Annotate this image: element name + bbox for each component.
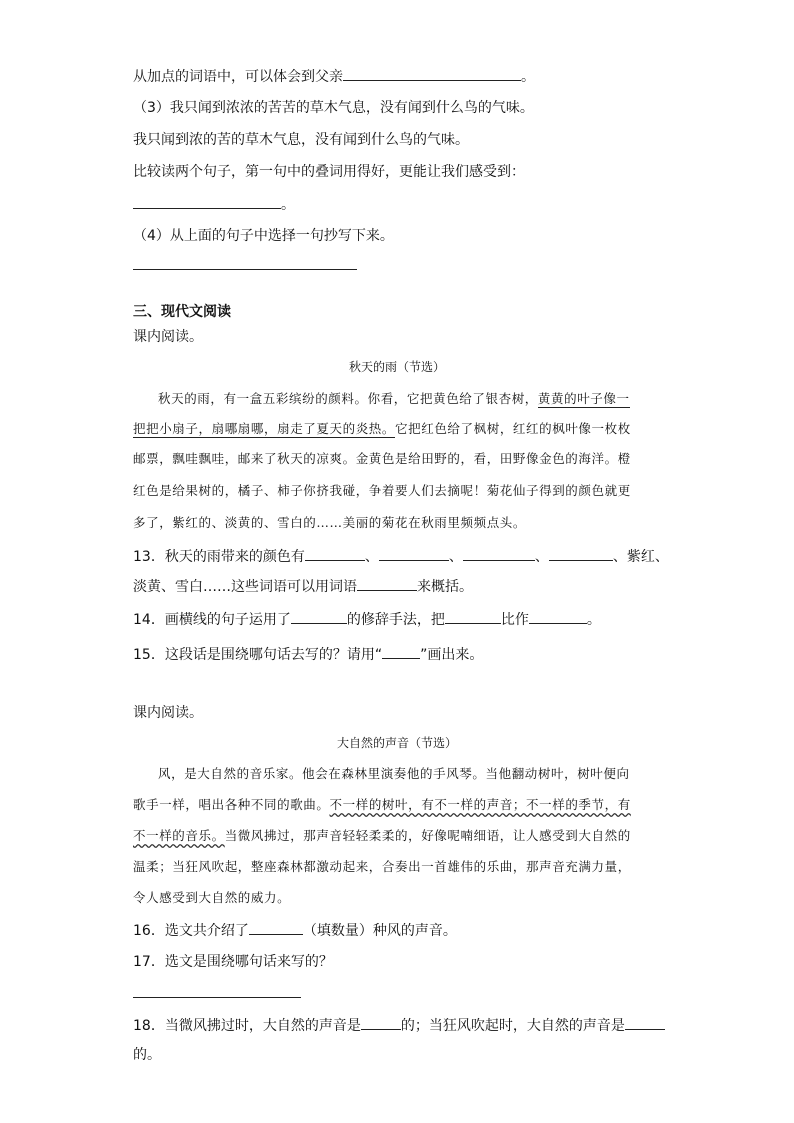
answer-blank[interactable] (291, 609, 347, 624)
q18-line1: 18．当微风拂过时，大自然的声音是 的；当狂风吹起时，大自然的声音是 (133, 1015, 665, 1036)
q12-3-label: （3）我只闻到浓浓的苦苦的草木气息，没有闻到什么鸟的气味。 (133, 100, 534, 116)
q12-4-label: （4）从上面的句子中选择一句抄写下来。 (133, 228, 394, 244)
underline-sample (382, 646, 420, 659)
reading2-title: 大自然的声音（节选） (336, 736, 457, 750)
reading2-line: 风，是大自然的音乐家。他会在森林里演奏他的手风琴。当他翻动树叶，树叶便向 (158, 766, 630, 781)
wavy-underlined-sentence: 不一样的树叶，有不一样的声音；不一样的季节，有 (329, 797, 631, 812)
answer-blank[interactable] (549, 546, 613, 561)
reading1-title: 秋天的雨（节选） (348, 360, 445, 374)
answer-blank[interactable] (343, 66, 521, 81)
wavy-underlined-sentence: 不一样的音乐。 (133, 828, 225, 843)
underlined-sentence: 黄黄的叶子像一 (537, 391, 630, 406)
q15-line: 15．这段话是围绕哪句话去写的？请用“ ”画出来。 (133, 647, 484, 663)
q14-line: 14．画横线的句子运用了 的修辞手法，把 比作 。 (133, 609, 601, 630)
q17-line: 17．选文是围绕哪句话来写的？ (133, 954, 333, 970)
answer-blank[interactable] (463, 546, 535, 561)
reading2-intro: 课内阅读。 (133, 705, 203, 721)
reading1-line: 把把小扇子，扇哪扇哪，扇走了夏天的炎热。它把红色给了枫树，红红的枫叶像一枚枚 (133, 421, 631, 436)
q12-3-compare: 比较读两个句子，第一句中的叠词用得好，更能让我们感受到： (133, 164, 525, 180)
q12-3-sentence2: 我只闻到浓的苦的草木气息，没有闻到什么鸟的气味。 (133, 132, 469, 148)
q16-line: 16．选文共介绍了 （填数量）种风的声音。 (133, 920, 457, 941)
q13-line1: 13．秋天的雨带来的颜色有 、 、 、 、紫红、 (133, 546, 669, 567)
answer-blank[interactable] (133, 194, 281, 209)
q13-line2: 淡黄、雪白……这些词语可以用词语 来概括。 (133, 576, 473, 597)
answer-blank[interactable] (305, 546, 365, 561)
answer-blank[interactable] (361, 1015, 401, 1030)
answer-blank[interactable] (625, 1015, 665, 1030)
reading1-line: 邮票，飘哇飘哇，邮来了秋天的凉爽。金黄色是给田野的，看，田野像金色的海洋。橙 (133, 451, 631, 466)
answer-blank[interactable] (357, 576, 417, 591)
reading1-line: 多了，紫红的、淡黄的、雪白的……美丽的菊花在秋雨里频频点头。 (133, 515, 527, 530)
answer-blank[interactable] (379, 546, 449, 561)
reading1-intro: 课内阅读。 (133, 329, 203, 345)
answer-line[interactable] (133, 997, 301, 998)
section-heading: 三、现代文阅读 (133, 304, 231, 320)
q18-line2: 的。 (133, 1047, 161, 1063)
answer-blank[interactable] (249, 920, 303, 935)
reading2-line: 温柔；当狂风吹起，整座森林都激动起来，合奏出一首雄伟的乐曲，那声音充满力量， (133, 859, 631, 874)
answer-blank[interactable] (529, 609, 587, 624)
reading2-line: 令人感受到大自然的威力。 (133, 890, 291, 905)
answer-line[interactable] (133, 269, 357, 270)
reading1-line: 红色是给果树的，橘子、柿子你挤我碰，争着要人们去摘呢！菊花仙子得到的颜色就更 (133, 483, 631, 498)
reading2-line: 不一样的音乐。当微风拂过，那声音轻轻柔柔的，好像呢喃细语，让人感受到大自然的 (133, 828, 631, 843)
reading2-line: 歌手一样，唱出各种不同的歌曲。不一样的树叶，有不一样的声音；不一样的季节，有 (133, 797, 631, 812)
q12-3-answer-line: 。 (133, 194, 295, 215)
q12-line-parent: 从加点的词语中，可以体会到父亲 。 (133, 66, 535, 87)
reading1-line: 秋天的雨，有一盒五彩缤纷的颜料。你看，它把黄色给了银杏树，黄黄的叶子像一 (158, 391, 630, 406)
answer-blank[interactable] (445, 609, 501, 624)
q12-text: 从加点的词语中，可以体会到父亲 (133, 69, 343, 85)
underlined-sentence: 把把小扇子，扇哪扇哪，扇走了夏天的炎热。 (133, 421, 396, 436)
